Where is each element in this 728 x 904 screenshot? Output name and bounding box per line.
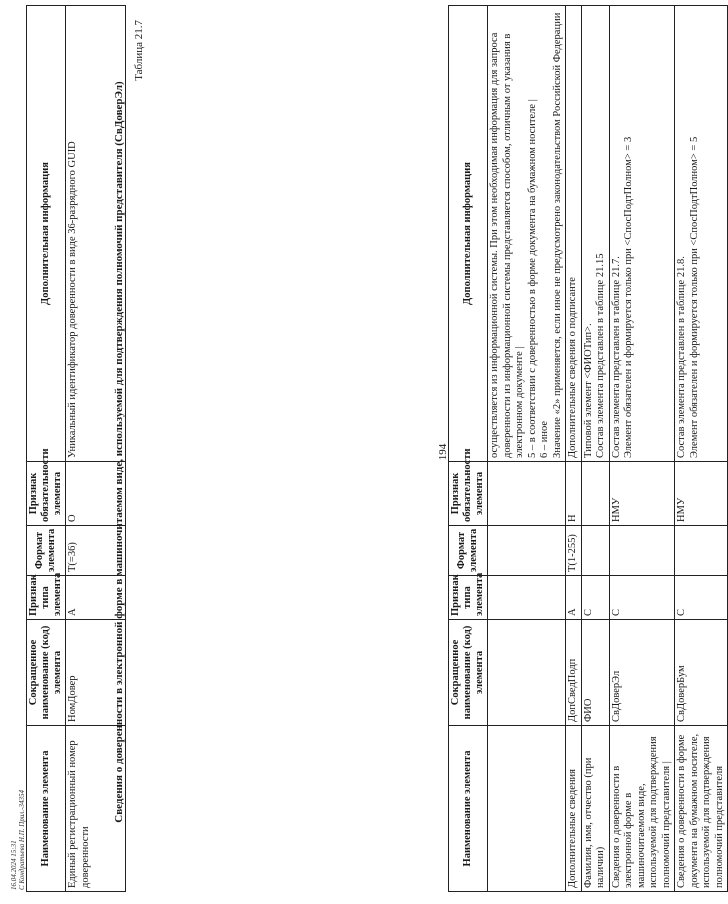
cell-name (488, 726, 566, 892)
table-header-row (449, 6, 488, 892)
cell-info: Состав элемента представлен в таблице 21.8. Элемент обязателен и формируется только при <СпосПодтПолном> = 5 (675, 6, 728, 462)
cell-format (581, 526, 609, 576)
cell-info: Дополнительные сведения о подписанте (566, 6, 582, 462)
cell-code: СвДоверБум (675, 620, 728, 726)
cell-type: С (609, 576, 675, 620)
table-row (609, 6, 675, 892)
header-code: Сокращенное наименование (код) элемента (27, 620, 66, 726)
cell-required: НМУ (609, 462, 675, 526)
cell-code: НомДовер (66, 620, 126, 726)
cell-required (581, 462, 609, 526)
table-label: Таблица 21.7 (133, 20, 145, 81)
header-name: Наименование элемента (449, 726, 488, 892)
cell-code: СвДоверЭл (609, 620, 675, 726)
cell-code (488, 620, 566, 726)
cell-type: С (675, 576, 728, 620)
table-main (448, 5, 728, 892)
cell-info: осуществляется из информационной системы. При этом необходимая информация для запроса доверенности из информационной системы представляется способом, отличным от указания в электронном документе | 5 – в соответствии с доверенностью в форме документа на бумажном носителе | 6 – иное Значение «2» применяется, если иное не предусмотрено законодательством Российской Федерации (488, 6, 566, 462)
footer-author: С Кондратьева Н.П. Прил.-34354 (18, 790, 26, 890)
cell-format (488, 526, 566, 576)
cell-info: Состав элемента представлен в таблице 21.7. Элемент обязателен и формируется только при <СпосПодтПолном> = 3 (609, 6, 675, 462)
header-info: Дополнительная информация (27, 6, 66, 462)
table-row (566, 6, 582, 892)
cell-format (675, 526, 728, 576)
header-info: Дополнительная информация (449, 6, 488, 462)
cell-type: А (66, 576, 126, 620)
cell-required: НМУ (675, 462, 728, 526)
table-title: Сведения о доверенности в электронной форме в машиночитаемом виде, используемой для подтверждения полномочий представителя (СвДоверЭл) (113, 81, 125, 823)
cell-info: Типовой элемент <ФИОТип>. Состав элемента представлен в таблице 21.15 (581, 6, 609, 462)
header-required: Признак обязательности элемента (27, 462, 66, 526)
cell-format: Т(=36) (66, 526, 126, 576)
cell-type (488, 576, 566, 620)
cell-name: Сведения о доверенности в электронной форме в машиночитаемом виде, используемой для подтверждения полномочий представителя | (609, 726, 675, 892)
cell-type: С (581, 576, 609, 620)
header-format: Формат элемента (27, 526, 66, 576)
table-row (675, 6, 728, 892)
cell-code: ДопСведПодп (566, 620, 582, 726)
cell-name: Дополнительные сведения (566, 726, 582, 892)
page-number: 194 (437, 443, 449, 461)
cell-format: Т(1-255) (566, 526, 582, 576)
table-row (581, 6, 609, 892)
cell-required: О (66, 462, 126, 526)
table-row (488, 6, 566, 892)
table-21-7 (26, 5, 126, 892)
cell-required: Н (566, 462, 582, 526)
header-code: Сокращенное наименование (код) элемента (449, 620, 488, 726)
cell-name: Фамилия, имя, отчество (при наличии) (581, 726, 609, 892)
table-header-row (27, 6, 66, 892)
cell-name: Сведения о доверенности в форме документа на бумажном носителе, используемой для подтверждения полномочий представителя (675, 726, 728, 892)
header-type: Признак типа элемента (449, 576, 488, 620)
footer-date: 16.04.2024 15:31 (10, 840, 18, 890)
cell-required (488, 462, 566, 526)
cell-info: Уникальный идентификатор доверенности в виде 36-разрядного GUID (66, 6, 126, 462)
header-required: Признак обязательности элемента (449, 462, 488, 526)
cell-code: ФИО (581, 620, 609, 726)
cell-format (609, 526, 675, 576)
header-type: Признак типа элемента (27, 576, 66, 620)
cell-name: Единый регистрационный номер доверенности (66, 726, 126, 892)
cell-type: А (566, 576, 582, 620)
header-format: Формат элемента (449, 526, 488, 576)
header-name: Наименование элемента (27, 726, 66, 892)
footer-stamp (10, 790, 26, 890)
